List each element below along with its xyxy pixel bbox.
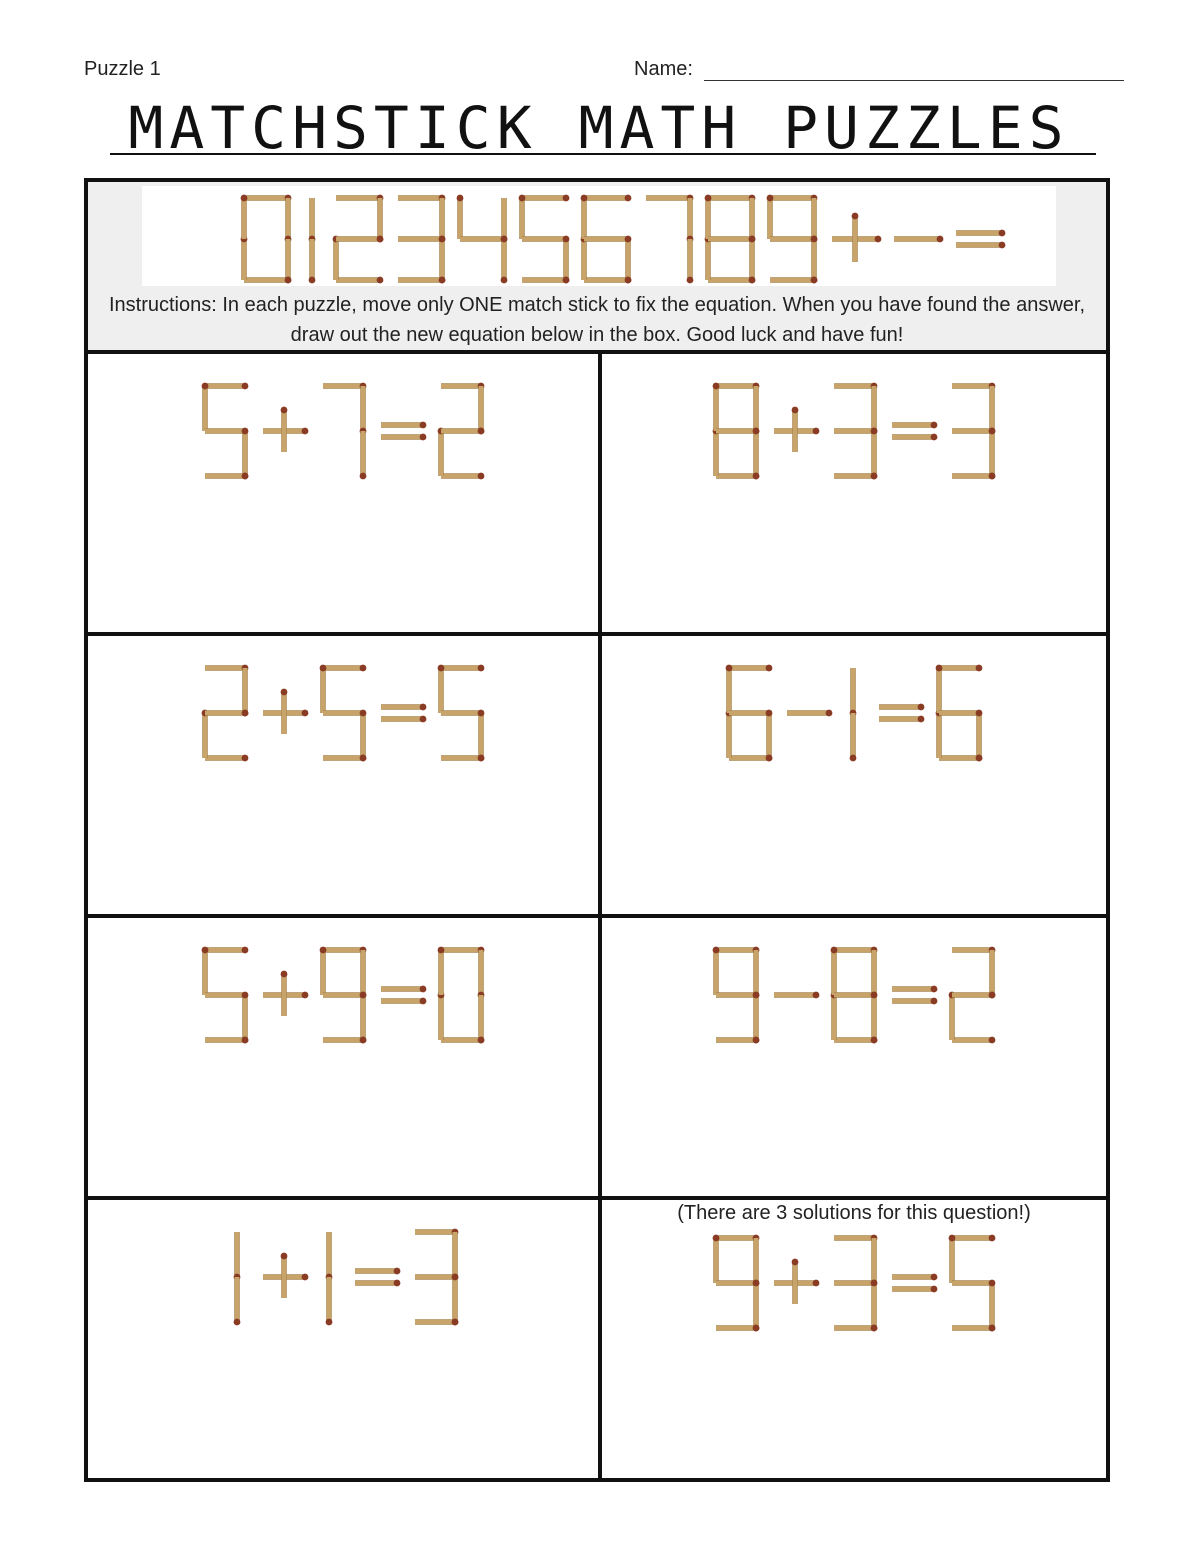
- matchstick: [879, 716, 924, 723]
- matchstick: [831, 992, 838, 1040]
- matchstick: [834, 1037, 877, 1044]
- matchstick: [205, 383, 248, 390]
- matchstick: [323, 947, 366, 954]
- matchstick: [519, 195, 526, 239]
- matchstick: [323, 992, 366, 999]
- puzzle-cell[interactable]: [602, 354, 1106, 632]
- matchstick: [716, 1235, 759, 1242]
- matchstick: [244, 195, 291, 202]
- matchstick-digit-8: [705, 195, 756, 284]
- matchstick: [871, 950, 878, 998]
- matchstick: [522, 195, 569, 202]
- matchstick: [646, 195, 693, 202]
- instructions-panel: [88, 182, 1106, 354]
- matchstick-digit-6: [936, 665, 983, 762]
- matchstick-minus: [774, 992, 819, 999]
- matchstick: [281, 407, 288, 452]
- matchstick-minus: [894, 236, 943, 243]
- matchstick: [581, 195, 588, 239]
- matchstick: [871, 1238, 878, 1286]
- matchstick: [729, 755, 772, 762]
- matchstick: [205, 1037, 248, 1044]
- matchstick: [716, 1280, 759, 1287]
- matchstick-plus: [263, 689, 308, 734]
- matchstick: [871, 431, 878, 479]
- matchstick: [729, 665, 772, 672]
- matchstick: [478, 995, 485, 1043]
- matchstick-plus: [263, 407, 308, 452]
- matchstick: [708, 195, 755, 202]
- matchstick: [381, 998, 426, 1005]
- matchstick: [708, 236, 755, 243]
- matchstick: [834, 947, 877, 954]
- matchstick-minus: [787, 710, 832, 717]
- matchstick: [202, 947, 209, 995]
- puzzle-equation: [88, 636, 598, 914]
- matchstick: [949, 992, 956, 1040]
- puzzle-equation: [602, 918, 1106, 1196]
- matchstick: [713, 428, 720, 476]
- matchstick: [956, 230, 1005, 237]
- matchstick-digit-2: [333, 195, 384, 284]
- matchstick: [831, 947, 838, 995]
- matchstick: [787, 710, 832, 717]
- matchstick: [952, 992, 995, 999]
- instructions-text: Instructions: In each puzzle, move only ONE match stick to fix the equation. When you have found the answer, draw out the new equation below in the box. Good luck and have fun!: [108, 294, 1086, 346]
- matchstick: [774, 992, 819, 999]
- matchstick: [753, 386, 760, 434]
- matchstick-plus: [774, 407, 819, 452]
- matchstick-equals: [355, 1268, 400, 1287]
- matchstick: [323, 710, 366, 717]
- matchstick: [522, 277, 569, 284]
- matchstick: [716, 1037, 759, 1044]
- matchstick-digit-3: [952, 383, 995, 480]
- matchstick: [441, 1037, 484, 1044]
- matchstick: [716, 1325, 759, 1332]
- matchstick: [381, 986, 426, 993]
- matchstick: [501, 239, 508, 283]
- matchstick: [355, 1268, 400, 1275]
- matchstick: [202, 383, 209, 431]
- matchstick: [441, 428, 484, 435]
- matchstick: [716, 473, 759, 480]
- matchstick: [241, 236, 248, 280]
- matchstick-digit-7: [646, 195, 693, 284]
- matchstick: [834, 473, 877, 480]
- matchstick: [892, 434, 937, 441]
- matchstick: [242, 431, 249, 479]
- matchstick-digit-9: [713, 947, 760, 1044]
- matchstick: [320, 947, 327, 995]
- matchstick: [834, 1280, 877, 1287]
- matchstick: [205, 665, 248, 672]
- matchstick: [244, 277, 291, 284]
- matchstick: [381, 704, 426, 711]
- matchstick: [716, 947, 759, 954]
- matchstick: [716, 383, 759, 390]
- page-title-text: MATCHSTICK MATH PUZZLES: [128, 96, 1070, 156]
- puzzle-cell[interactable]: [88, 1200, 598, 1478]
- matchstick-equals: [381, 986, 426, 1005]
- name-blank-line[interactable]: [704, 80, 1124, 81]
- matchstick: [323, 755, 366, 762]
- puzzle-equation: [602, 636, 1106, 914]
- matchstick-equals: [892, 1274, 937, 1293]
- matchstick: [792, 1259, 799, 1304]
- matchstick: [871, 995, 878, 1043]
- matchstick: [767, 195, 774, 239]
- matchstick: [936, 665, 943, 713]
- matchstick-digit-5: [320, 665, 367, 762]
- puzzle-cell[interactable]: [602, 636, 1106, 914]
- matchstick-digit-1: [326, 1232, 333, 1325]
- matchstick: [452, 1232, 459, 1280]
- matchstick-digit-1: [234, 1232, 241, 1325]
- matchstick: [834, 992, 877, 999]
- matchstick: [336, 195, 383, 202]
- matchstick: [952, 947, 995, 954]
- matchstick-plus: [263, 1253, 308, 1298]
- matchstick: [381, 434, 426, 441]
- puzzle-worksheet: [84, 178, 1110, 1482]
- matchstick: [753, 950, 760, 998]
- page-title: [104, 96, 1104, 156]
- matchstick: [705, 236, 712, 280]
- matchstick-digit-3: [834, 1235, 877, 1332]
- matchstick: [989, 386, 996, 434]
- matchstick: [398, 236, 445, 243]
- matchstick: [952, 1280, 995, 1287]
- matchstick: [381, 422, 426, 429]
- matchstick: [326, 1232, 333, 1280]
- matchstick: [894, 236, 943, 243]
- matchstick: [205, 947, 248, 954]
- puzzle-cell[interactable]: [602, 918, 1106, 1196]
- matchstick-digit-3: [834, 383, 877, 480]
- matchstick: [949, 1235, 956, 1283]
- matchstick: [952, 1037, 995, 1044]
- matchstick: [360, 431, 367, 479]
- matchstick: [438, 947, 445, 995]
- matchstick-equals: [892, 422, 937, 441]
- matchstick: [753, 1283, 760, 1331]
- matchstick: [834, 428, 877, 435]
- puzzle-cell[interactable]: [88, 354, 598, 632]
- matchstick: [952, 428, 995, 435]
- matchstick: [584, 236, 631, 243]
- matchstick: [457, 195, 464, 239]
- matchstick: [460, 236, 507, 243]
- puzzle-cell[interactable]: [88, 636, 598, 914]
- matchstick: [713, 1235, 720, 1283]
- matchstick: [939, 665, 982, 672]
- matchstick: [326, 1277, 333, 1325]
- matchstick: [952, 473, 995, 480]
- matchstick: [687, 198, 694, 242]
- matchstick: [441, 947, 484, 954]
- matchstick: [202, 710, 209, 758]
- matchstick-digit-1: [309, 198, 316, 283]
- matchstick: [438, 428, 445, 476]
- puzzle-number-label: Puzzle 1: [84, 58, 161, 80]
- matchstick: [892, 1286, 937, 1293]
- matchstick-digit-2: [949, 947, 996, 1044]
- matchstick: [478, 950, 485, 998]
- matchstick-digit-7: [323, 383, 366, 480]
- matchstick: [234, 1232, 241, 1280]
- matchstick: [441, 665, 484, 672]
- matchstick: [770, 195, 817, 202]
- matchstick: [753, 995, 760, 1043]
- matchstick: [952, 1235, 995, 1242]
- matchstick: [398, 277, 445, 284]
- matchstick: [355, 1280, 400, 1287]
- matchstick-plus: [774, 1259, 819, 1304]
- matchstick: [892, 422, 937, 429]
- matchstick: [939, 710, 982, 717]
- matchstick: [438, 665, 445, 713]
- matchstick: [892, 986, 937, 993]
- matchstick: [687, 239, 694, 283]
- matchstick: [415, 1274, 458, 1281]
- matchstick-digit-5: [438, 665, 485, 762]
- matchstick-equals: [879, 704, 924, 723]
- matchstick-digit-3: [415, 1229, 458, 1326]
- matchstick: [584, 195, 631, 202]
- matchstick: [360, 386, 367, 434]
- matchstick: [452, 1277, 459, 1325]
- matchstick: [360, 713, 367, 761]
- matchstick-digit-9: [713, 1235, 760, 1332]
- matchstick: [892, 1274, 937, 1281]
- matchstick: [834, 1235, 877, 1242]
- matchstick: [753, 1238, 760, 1286]
- matchstick: [716, 992, 759, 999]
- matchstick-equals: [956, 230, 1005, 249]
- matchstick: [323, 665, 366, 672]
- matchstick: [713, 383, 720, 431]
- matchstick: [478, 386, 485, 434]
- matchstick: [956, 242, 1005, 249]
- matchstick-digit-5: [949, 1235, 996, 1332]
- matchstick: [398, 195, 445, 202]
- matchstick: [285, 198, 292, 242]
- matchstick: [708, 277, 755, 284]
- matchstick-digit-6: [581, 195, 632, 284]
- matchstick: [478, 713, 485, 761]
- matchstick: [441, 755, 484, 762]
- matchstick: [381, 716, 426, 723]
- matchstick: [581, 236, 588, 280]
- matchstick: [852, 213, 859, 262]
- matchstick: [441, 473, 484, 480]
- matchstick: [726, 665, 733, 713]
- matchstick: [234, 1277, 241, 1325]
- matchstick: [713, 947, 720, 995]
- matchstick: [770, 236, 817, 243]
- matchstick: [989, 1283, 996, 1331]
- matchstick: [309, 198, 316, 242]
- matchstick: [850, 668, 857, 716]
- matchstick: [726, 710, 733, 758]
- matchstick: [952, 1325, 995, 1332]
- matchstick-digit-5: [202, 947, 249, 1044]
- puzzle-equation: [602, 1200, 1106, 1478]
- matchstick: [205, 755, 248, 762]
- matchstick: [438, 992, 445, 1040]
- puzzle-note: (There are 3 solutions for this question!): [677, 1202, 1031, 1224]
- matchstick: [879, 704, 924, 711]
- matchstick-digit-1: [850, 668, 857, 761]
- matchstick: [584, 277, 631, 284]
- matchstick: [522, 236, 569, 243]
- matchstick-digit-5: [519, 195, 570, 284]
- matchstick: [716, 428, 759, 435]
- matchstick: [770, 277, 817, 284]
- matchstick: [360, 995, 367, 1043]
- matchstick: [281, 971, 288, 1016]
- matchstick-equals: [381, 422, 426, 441]
- matchstick-digit-2: [202, 665, 249, 762]
- matchstick: [850, 713, 857, 761]
- matchstick: [415, 1319, 458, 1326]
- matchstick-equals: [892, 986, 937, 1005]
- matchstick-digit-6: [726, 665, 773, 762]
- puzzle-equation: [88, 918, 598, 1196]
- puzzle-equation: [88, 1200, 598, 1478]
- name-label: Name:: [634, 58, 693, 80]
- matchstick: [205, 992, 248, 999]
- matchstick: [792, 407, 799, 452]
- matchstick-equals: [381, 704, 426, 723]
- matchstick: [242, 995, 249, 1043]
- matchstick: [989, 431, 996, 479]
- matchstick: [729, 710, 772, 717]
- matchstick-digit-4: [457, 195, 508, 284]
- matchstick: [952, 383, 995, 390]
- matchstick: [871, 386, 878, 434]
- matchstick: [205, 710, 248, 717]
- matchstick: [415, 1229, 458, 1236]
- matchstick: [320, 665, 327, 713]
- matchstick: [205, 428, 248, 435]
- matchstick: [766, 713, 773, 761]
- matchstick: [281, 1253, 288, 1298]
- puzzle-cell[interactable]: [88, 918, 598, 1196]
- matchstick-symbol-legend: [140, 184, 1060, 288]
- matchstick: [323, 383, 366, 390]
- matchstick-digit-8: [713, 383, 760, 480]
- matchstick: [989, 950, 996, 998]
- matchstick: [441, 383, 484, 390]
- matchstick: [309, 239, 316, 283]
- matchstick: [241, 195, 248, 239]
- matchstick: [441, 710, 484, 717]
- matchstick: [834, 383, 877, 390]
- puzzle-cell[interactable]: [602, 1200, 1106, 1478]
- matchstick: [834, 1325, 877, 1332]
- matchstick-digit-9: [767, 195, 818, 284]
- matchstick-digit-0: [241, 195, 292, 284]
- puzzle-equation: [602, 354, 1106, 632]
- matchstick-plus: [263, 971, 308, 1016]
- matchstick: [871, 1283, 878, 1331]
- matchstick: [939, 755, 982, 762]
- puzzle-equation: [88, 354, 598, 632]
- matchstick: [976, 713, 983, 761]
- matchstick-digit-5: [202, 383, 249, 480]
- matchstick-plus: [832, 213, 881, 262]
- matchstick: [336, 236, 383, 243]
- matchstick: [242, 668, 249, 716]
- matchstick: [281, 689, 288, 734]
- matchstick-digit-9: [320, 947, 367, 1044]
- matchstick: [753, 431, 760, 479]
- matchstick: [705, 195, 712, 239]
- matchstick: [360, 950, 367, 998]
- matchstick: [205, 473, 248, 480]
- matchstick-digit-2: [438, 383, 485, 480]
- matchstick: [323, 1037, 366, 1044]
- matchstick: [892, 998, 937, 1005]
- matchstick-digit-8: [831, 947, 878, 1044]
- matchstick-digit-0: [438, 947, 485, 1044]
- matchstick: [936, 710, 943, 758]
- matchstick-digit-3: [398, 195, 445, 284]
- matchstick: [333, 236, 340, 280]
- matchstick: [336, 277, 383, 284]
